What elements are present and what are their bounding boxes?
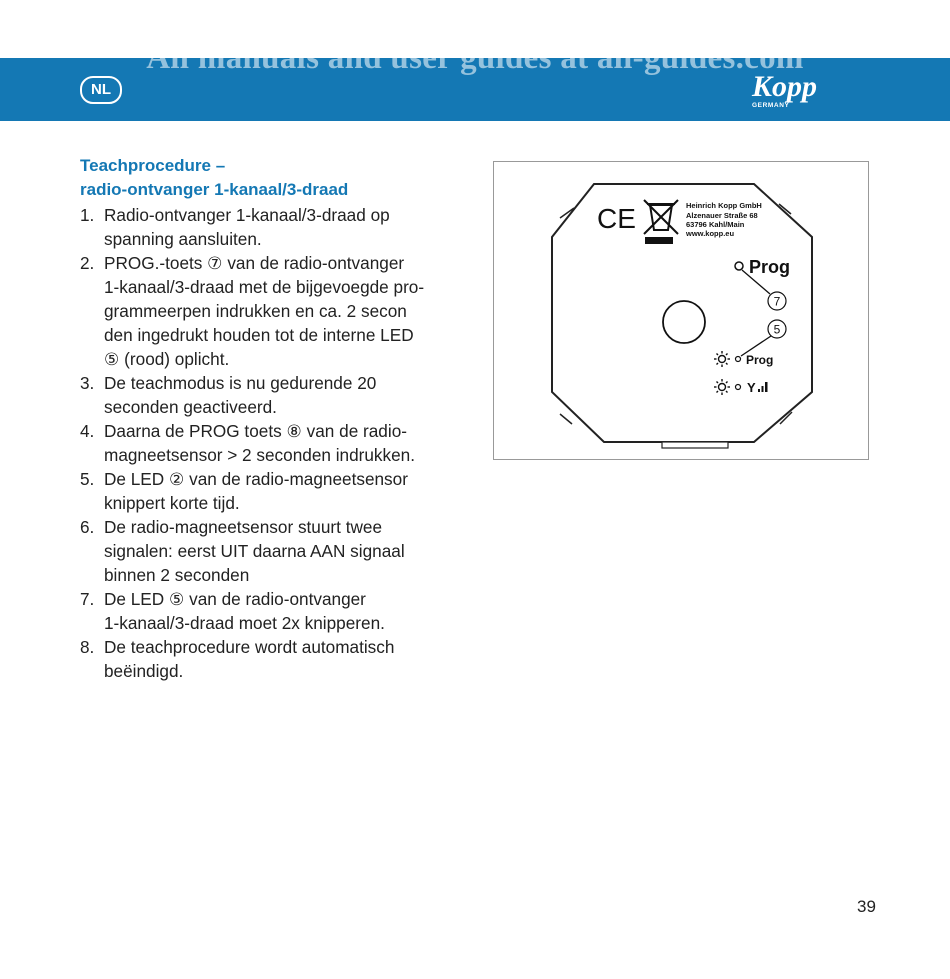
step-item <box>80 419 480 467</box>
step-item <box>80 467 480 515</box>
step-text-line: den ingedrukt houden tot de interne LED <box>104 325 414 345</box>
section-title-line2: radio-ontvanger 1-kanaal/3-draad <box>80 180 349 199</box>
step-number: 4. <box>80 421 95 441</box>
step-number: 2. <box>80 253 95 273</box>
step-number: 7. <box>80 589 95 609</box>
step-text-line: spanning aansluiten. <box>104 229 262 249</box>
step-text-line: De LED ⑤ van de radio-ontvanger <box>104 589 366 609</box>
step-item <box>80 587 480 635</box>
step-text-line: PROG.-toets ⑦ van de radio-ontvanger <box>104 253 405 273</box>
step-number: 1. <box>80 205 95 225</box>
step-text-line: 1-kanaal/3-draad met de bijgevoegde pro- <box>104 277 425 297</box>
step-number: 3. <box>80 373 95 393</box>
callout-7-number: 7 <box>773 294 781 309</box>
step-text-line: ⑤ (rood) oplicht. <box>104 349 230 369</box>
step-text-line: De teachprocedure wordt automatisch <box>104 637 395 657</box>
step-text-line: De radio-magneetsensor stuurt twee <box>104 517 383 537</box>
step-number: 8. <box>80 637 95 657</box>
step-text-line: beëindigd. <box>104 661 184 681</box>
device-figure <box>493 161 869 460</box>
step-text-line: grammeerpen indrukken en ca. 2 secon <box>104 301 407 321</box>
maker-line-1: Heinrich Kopp GmbH <box>686 201 762 210</box>
page-number: 39 <box>857 897 876 916</box>
step-text-line: knippert korte tijd. <box>104 493 240 513</box>
step-item <box>80 635 480 683</box>
maker-line-2: Alzenauer Straße 68 <box>686 211 758 220</box>
step-item <box>80 515 480 587</box>
signal-antenna-label: Y <box>747 380 756 395</box>
maker-line-4: www.kopp.eu <box>686 229 735 238</box>
step-item <box>80 203 480 251</box>
step-text-line: binnen 2 seconden <box>104 565 250 585</box>
maker-line-3: 63796 Kahl/Main <box>686 220 745 229</box>
prog-label: Prog <box>749 257 791 277</box>
led-prog-label: Prog <box>746 353 774 367</box>
section-title <box>80 154 348 202</box>
lens <box>663 301 705 343</box>
language-badge: NL <box>80 76 122 104</box>
ce-mark: CE <box>597 203 636 234</box>
step-text-line: De LED ② van de radio-magneetsensor <box>104 469 408 489</box>
brand-name: Kopp <box>752 70 818 103</box>
step-text-line: signalen: eerst UIT daarna AAN signaal <box>104 541 405 561</box>
step-number: 6. <box>80 517 95 537</box>
step-item <box>80 251 480 371</box>
step-text-line: De teachmodus is nu gedurende 20 <box>104 373 377 393</box>
callout-5-number: 5 <box>773 322 781 337</box>
device-drawing <box>494 162 867 458</box>
steps-list <box>80 203 480 683</box>
step-text-line: Daarna de PROG toets ⑧ van de radio- <box>104 421 407 441</box>
step-number: 5. <box>80 469 95 489</box>
section-title-line1: Teachprocedure – <box>80 156 226 175</box>
step-text-line: magneetsensor > 2 seconden indrukken. <box>104 445 416 465</box>
step-item <box>80 371 480 419</box>
step-text-line: seconden geactiveerd. <box>104 397 277 417</box>
step-text-line: 1-kanaal/3-draad moet 2x knipperen. <box>104 613 385 633</box>
kopp-logo <box>748 70 870 110</box>
brand-subtitle: GERMANY <box>752 102 790 109</box>
step-text-line: Radio-ontvanger 1-kanaal/3-draad op <box>104 205 390 225</box>
watermark: All manuals and user guides at all-guides.com <box>146 40 804 76</box>
